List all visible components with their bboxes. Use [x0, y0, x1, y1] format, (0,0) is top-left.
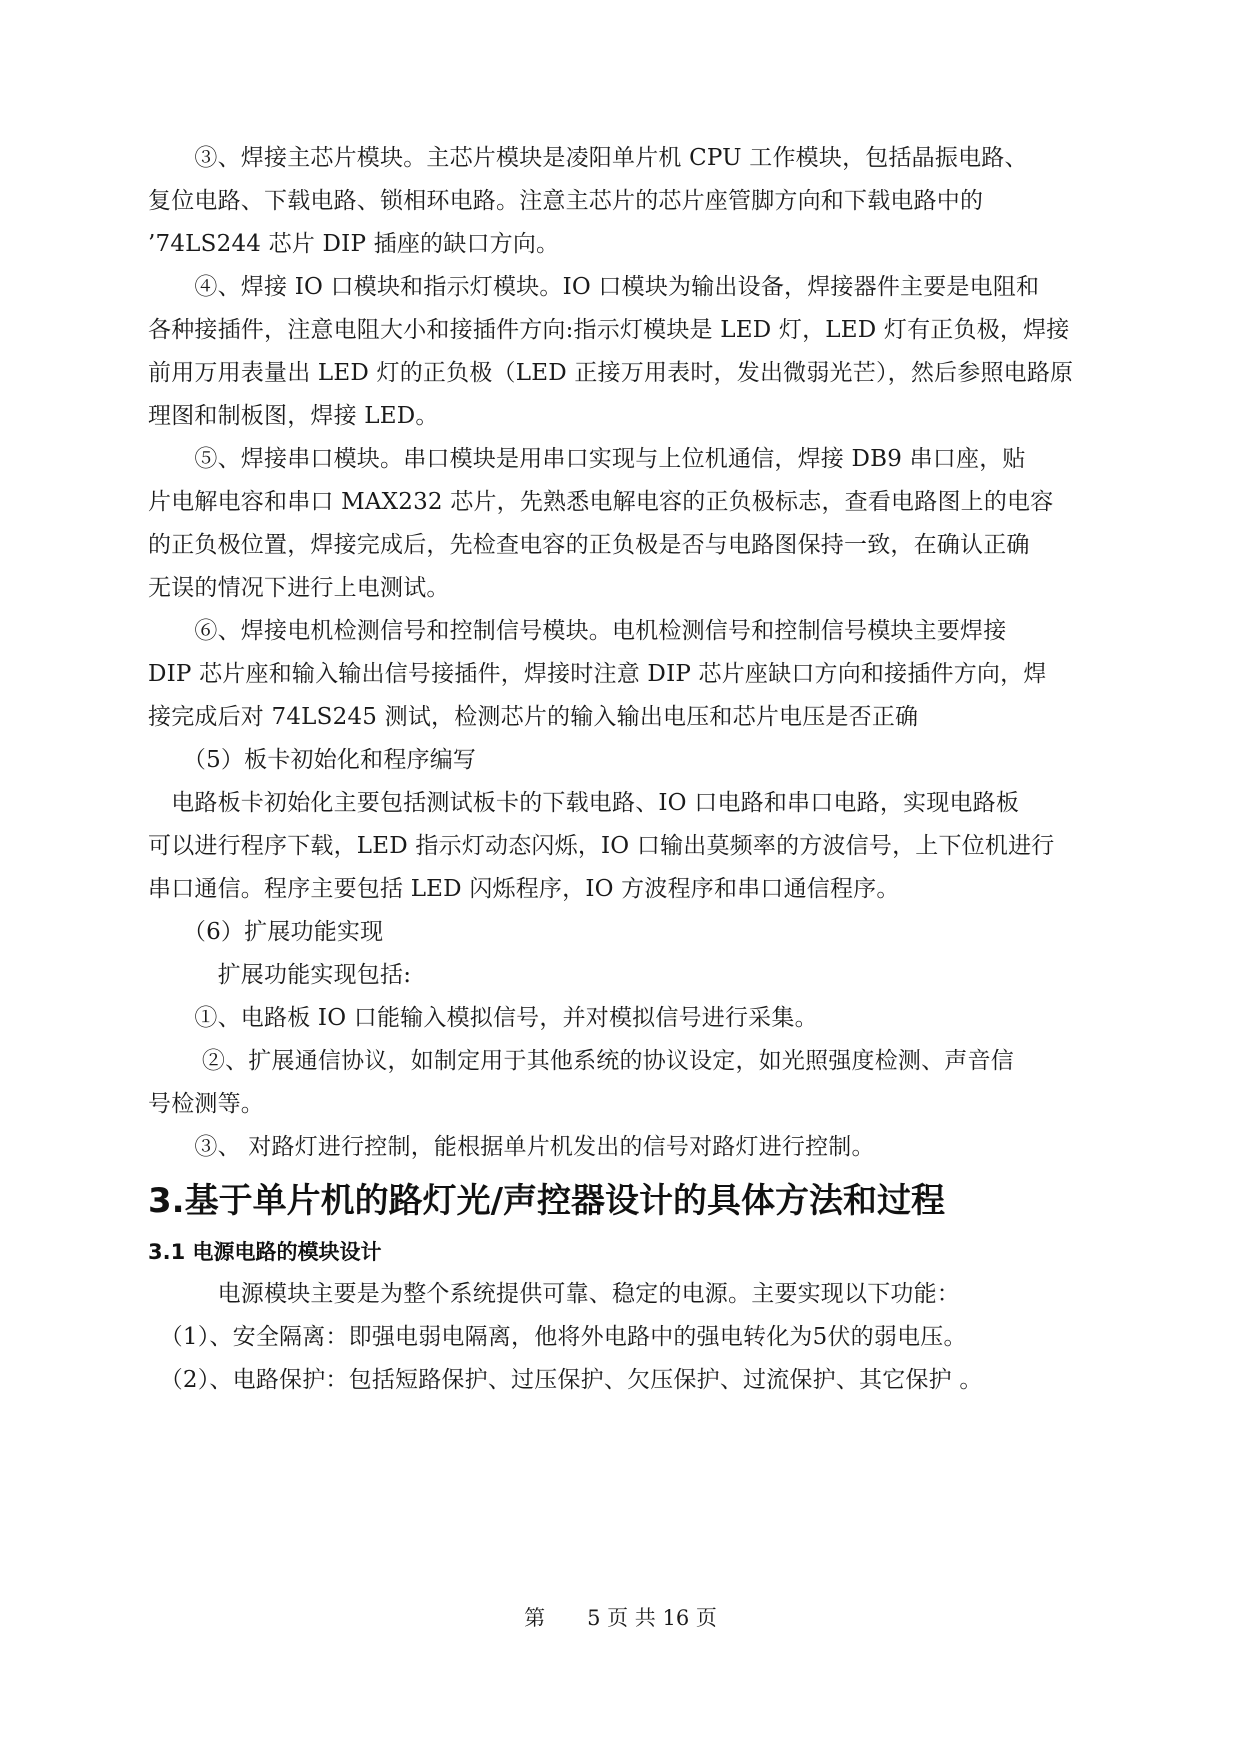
body-text-line: 可以进行程序下载，LED 指示灯动态闪烁，IO 口输出莫频率的方波信号，上下位机进行 — [148, 833, 1055, 859]
body-text-line: 无误的情况下进行上电测试。 — [148, 575, 450, 601]
body-text-line: 电源模块主要是为整个系统提供可靠、稳定的电源。主要实现以下功能： — [148, 1281, 960, 1307]
body-text-line: 号检测等。 — [148, 1091, 264, 1117]
body-text-line: （1）、安全隔离：即强电弱电隔离，他将外电路中的强电转化为5伏的弱电压。 — [148, 1324, 967, 1350]
body-text-line: 理图和制板图，焊接 LED。 — [148, 403, 439, 429]
body-text-line: DIP 芯片座和输入输出信号接插件，焊接时注意 DIP 芯片座缺口方向和接插件方向，焊 — [148, 661, 1047, 687]
body-text-line: 复位电路、下载电路、锁相环电路。注意主芯片的芯片座管脚方向和下载电路中的 — [148, 188, 984, 214]
body-text-line: ①、电路板 IO 口能输入模拟信号，并对模拟信号进行采集。 — [148, 1005, 818, 1031]
body-text-line: ②、扩展通信协议，如制定用于其他系统的协议设定，如光照强度检测、声音信 — [148, 1048, 1014, 1074]
subsection-heading: 3.1 电源电路的模块设计 — [148, 1240, 382, 1264]
body-text-line: ④、焊接 IO 口模块和指示灯模块。IO 口模块为输出设备，焊接器件主要是电阻和 — [148, 274, 1040, 300]
section-heading: 3.基于单片机的路灯光/声控器设计的具体方法和过程 — [148, 1181, 945, 1221]
body-text-line: ③、 对路灯进行控制，能根据单片机发出的信号对路灯进行控制。 — [148, 1134, 875, 1160]
body-text-line: ⑥、焊接电机检测信号和控制信号模块。电机检测信号和控制信号模块主要焊接 — [148, 618, 1007, 644]
page-footer: 第 5 页 共 16 页 — [524, 1606, 717, 1630]
body-text-line: 各种接插件，注意电阻大小和接插件方向:指示灯模块是 LED 灯，LED 灯有正负极，焊接 — [148, 317, 1070, 343]
body-text-line: ③、焊接主芯片模块。主芯片模块是凌阳单片机 CPU 工作模块，包括晶振电路、 — [148, 145, 1028, 171]
body-text-line: ’74LS244 芯片 DIP 插座的缺口方向。 — [148, 231, 560, 257]
body-text-line: 前用万用表量出 LED 灯的正负极（LED 正接万用表时，发出微弱光芒），然后参照电路原 — [148, 360, 1074, 386]
body-text-line: （2）、电路保护：包括短路保护、过压保护、欠压保护、过流保护、其它保护 。 — [148, 1367, 983, 1393]
body-text-line: 接完成后对 74LS245 测试，检测芯片的输入输出电压和芯片电压是否正确 — [148, 704, 919, 730]
body-text-line: 扩展功能实现包括: — [148, 962, 412, 988]
body-text-line: 串口通信。程序主要包括 LED 闪烁程序，IO 方波程序和串口通信程序。 — [148, 876, 900, 902]
body-text-line: （6）扩展功能实现 — [148, 919, 384, 945]
body-text-line: 电路板卡初始化主要包括测试板卡的下载电路、IO 口电路和串口电路，实现电路板 — [148, 790, 1020, 816]
body-text-line: 的正负极位置，焊接完成后，先检查电容的正负极是否与电路图保持一致，在确认正确 — [148, 532, 1030, 558]
body-text-line: （5）板卡初始化和程序编写 — [148, 747, 477, 773]
body-text-line: 片电解电容和串口 MAX232 芯片，先熟悉电解电容的正负极标志，查看电路图上的电容 — [148, 489, 1054, 515]
body-text-line: ⑤、焊接串口模块。串口模块是用串口实现与上位机通信，焊接 DB9 串口座，贴 — [148, 446, 1026, 472]
